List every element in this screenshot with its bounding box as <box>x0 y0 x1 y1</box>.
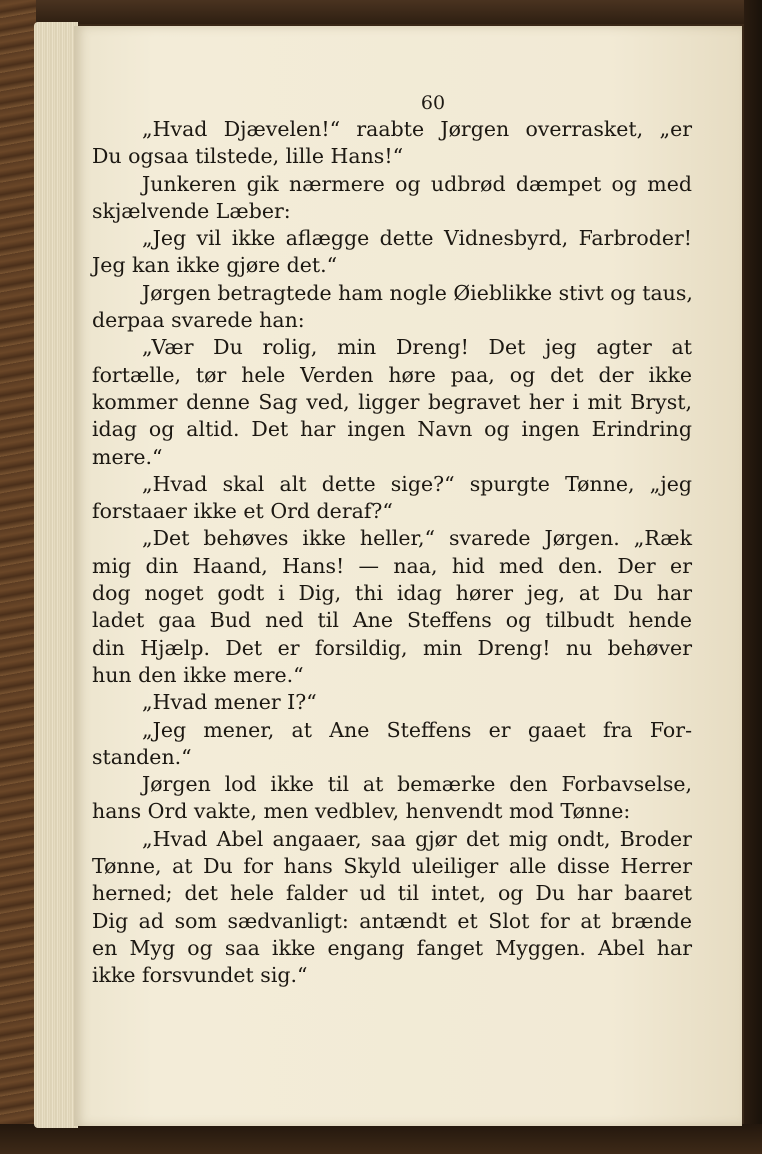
text-line: „Hvad mener I?“ <box>142 690 317 715</box>
text-line: Du ogsaa tilstede, lille Hans!“ <box>92 144 404 169</box>
text-line: ladet gaa Bud ned til Ane Steffens og tilbudt hende <box>92 608 692 633</box>
page-edges <box>34 22 78 1128</box>
book-cover-bottom <box>0 1124 762 1154</box>
book-cover-right <box>744 0 762 1154</box>
page-body-text <box>92 116 692 990</box>
text-line: „Vær Du rolig, min Dreng! Det jeg agter at <box>142 335 692 360</box>
book-cover-left <box>0 0 36 1154</box>
text-line: Jeg kan ikke gjøre det.“ <box>92 253 338 278</box>
text-line: fortælle, tør hele Verden høre paa, og det der ikke <box>92 362 692 387</box>
text-line: hans Ord vakte, men vedblev, henvendt mod Tønne: <box>92 799 631 824</box>
page-number: 60 <box>420 92 446 114</box>
text-line: mig din Haand, Hans! — naa, hid med den. Der er <box>92 553 692 578</box>
text-line: „Det behøves ikke heller,“ svarede Jørgen. „Ræk <box>142 526 692 551</box>
text-line: ikke forsvundet sig.“ <box>92 963 308 988</box>
text-line: Junkeren gik nærmere og udbrød dæmpet og med <box>142 171 692 196</box>
text-line: „Hvad Djævelen!“ raabte Jørgen overrasket, „er <box>142 117 692 141</box>
text-line: „Hvad Abel angaaer, saa gjør det mig ondt, Broder <box>142 826 692 851</box>
text-line: „Hvad skal alt dette sige?“ spurgte Tønne, „jeg <box>142 471 692 496</box>
text-line: mere.“ <box>92 444 163 469</box>
text-line: hun den ikke mere.“ <box>92 662 304 687</box>
text-line: kommer denne Sag ved, ligger begravet her i mit Bryst, <box>92 389 692 414</box>
text-line: derpaa svarede han: <box>92 308 305 333</box>
text-line: skjælvende Læber: <box>92 198 291 223</box>
text-line: Jørgen betragtede ham nogle Øieblikke stivt og taus, <box>142 280 693 305</box>
text-line: „Jeg vil ikke aflægge dette Vidnesbyrd, Farbroder! <box>142 226 692 251</box>
text-line: standen.“ <box>92 744 192 769</box>
text-line: dog noget godt i Dig, thi idag hører jeg, at Du har <box>92 581 692 606</box>
text-line: idag og altid. Det har ingen Navn og ingen Erindring <box>92 417 692 442</box>
text-line: „Jeg mener, at Ane Steffens er gaaet fra For- <box>142 717 692 742</box>
book-cover-top <box>0 0 762 24</box>
text-line: Tønne, at Du for hans Skyld uleiliger alle disse Herrer <box>92 854 692 879</box>
text-line: en Myg og saa ikke engang fanget Myggen. Abel har <box>92 935 692 960</box>
text-line: din Hjælp. Det er forsildig, min Dreng! nu behøver <box>92 635 692 660</box>
text-line: herned; det hele falder ud til intet, og Du har baaret <box>92 881 692 906</box>
text-line: Dig ad som sædvanligt: antændt et Slot for at brænde <box>92 908 692 933</box>
text-line: Jørgen lod ikke til at bemærke den Forbavselse, <box>142 772 692 797</box>
text-line: forstaaer ikke et Ord deraf?“ <box>92 499 393 524</box>
